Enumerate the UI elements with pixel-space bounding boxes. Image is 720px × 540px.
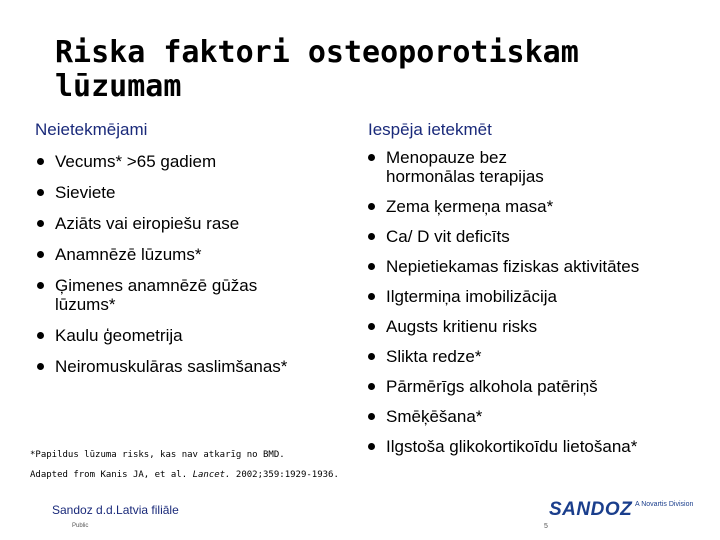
list-item — [35, 326, 345, 345]
source-citation — [30, 470, 339, 480]
list-item — [366, 257, 716, 276]
list-item-text: Nepietiekamas fiziskas aktivitātes — [386, 257, 640, 276]
list-item-text: Pārmērīgs alkohola patēriņš — [386, 377, 598, 396]
source-prefix: Adapted from Kanis JA, et al. — [30, 470, 188, 480]
source-suffix: 2002;359:1929-1936. — [235, 470, 339, 480]
list-item-text: Anamnēzē lūzums* — [55, 245, 202, 264]
bullet-icon — [368, 413, 375, 420]
list-item-text: Sieviete — [55, 183, 116, 202]
list-item — [366, 347, 716, 366]
sandoz-logo — [549, 499, 699, 523]
bullet-icon — [37, 363, 44, 370]
logo-text: SANDOZ — [549, 499, 633, 520]
bullet-icon — [37, 220, 44, 227]
non-modifiable-list — [35, 152, 345, 388]
company-name: Sandoz d.d.Latvia filiāle — [52, 503, 179, 517]
list-item — [35, 183, 345, 202]
modifiable-heading: Iespēja ietekmēt — [368, 120, 492, 139]
list-item — [35, 152, 345, 171]
list-item — [366, 287, 716, 306]
list-item-text: Kaulu ģeometrija — [55, 326, 183, 345]
bullet-icon — [368, 443, 375, 450]
list-item-text: Menopauze bez hormonālas terapijas — [386, 148, 544, 186]
bullet-icon — [368, 353, 375, 360]
list-item-text: Neiromuskulāras saslimšanas* — [55, 357, 288, 376]
footnote: *Papildus lūzuma risks, kas nav atkarīg no BMD. — [30, 450, 285, 460]
list-item-text: Augsts kritienu risks — [386, 317, 538, 336]
list-item-text: Slikta redze* — [386, 347, 482, 366]
list-item-text: Zema ķermeņa masa* — [386, 197, 554, 216]
bullet-icon — [368, 293, 375, 300]
bullet-icon — [368, 383, 375, 390]
list-item-text: Ilgtermiņa imobilizācija — [386, 287, 558, 306]
bullet-icon — [37, 251, 44, 258]
list-item-text: Ca/ D vit deficīts — [386, 227, 510, 246]
list-item — [366, 197, 716, 216]
slide-title — [55, 36, 655, 104]
list-item — [35, 214, 345, 233]
list-item-text: Vecums* >65 gadiem — [55, 152, 217, 171]
page-number: 5 — [544, 523, 548, 530]
bullet-icon — [37, 282, 44, 289]
bullet-icon — [368, 233, 375, 240]
bullet-icon — [368, 154, 375, 161]
list-item-text: Ilgstoša glikokortikoīdu lietošana* — [386, 437, 638, 456]
modifiable-list — [366, 148, 716, 467]
list-item — [35, 357, 345, 376]
list-item — [366, 317, 716, 336]
bullet-icon — [37, 189, 44, 196]
slide-title-line-1: Riska faktori osteoporotiskam — [55, 35, 579, 70]
list-item — [35, 245, 345, 264]
list-item-text: Smēķēšana* — [386, 407, 483, 426]
classification-label: Public — [72, 523, 89, 529]
list-item — [35, 276, 315, 314]
list-item — [366, 148, 556, 186]
bullet-icon — [368, 263, 375, 270]
bullet-icon — [37, 158, 44, 165]
list-item — [366, 377, 716, 396]
source-journal: Lancet. — [192, 470, 231, 480]
bullet-icon — [368, 323, 375, 330]
non-modifiable-heading: Neietekmējami — [35, 120, 148, 139]
bullet-icon — [37, 332, 44, 339]
list-item-text: Ģimenes anamnēzē gūžas lūzums* — [55, 276, 258, 314]
list-item — [366, 437, 716, 456]
slide-title-line-2: lūzumam — [55, 69, 182, 104]
list-item-text: Aziāts vai eiropiešu rase — [55, 214, 240, 233]
bullet-icon — [368, 203, 375, 210]
list-item — [366, 227, 716, 246]
logo-tagline: A Novartis Division — [635, 501, 694, 508]
list-item — [366, 407, 716, 426]
